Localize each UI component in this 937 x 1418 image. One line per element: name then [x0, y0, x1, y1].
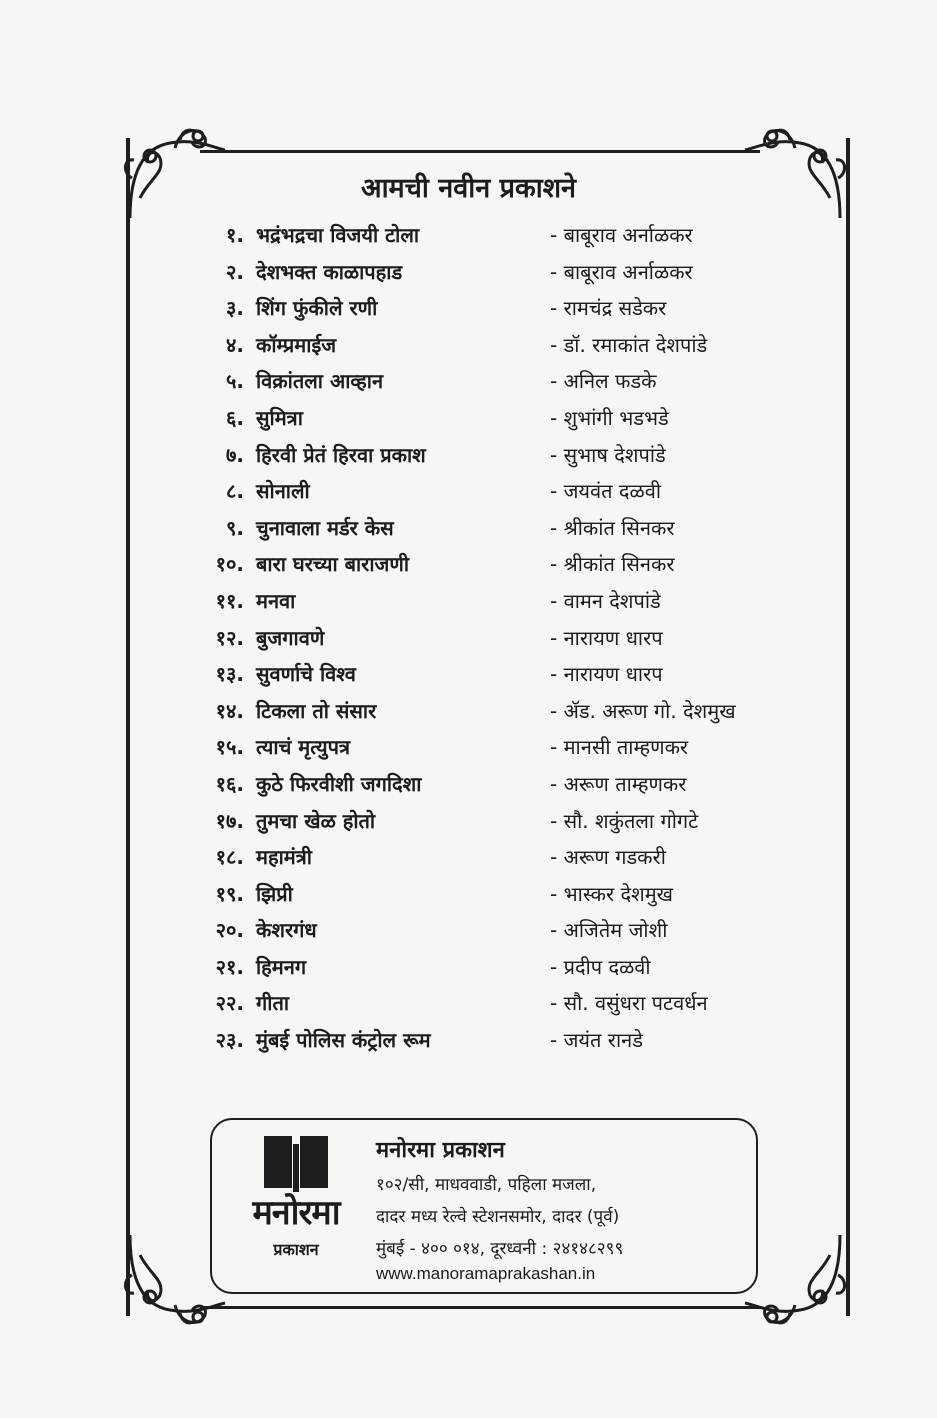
book-author: - प्रदीप दळवी [550, 954, 651, 979]
book-title: बुजगावणे [256, 625, 325, 650]
book-list [188, 220, 808, 1062]
book-number: ८. [226, 479, 244, 504]
book-title: चुनावाला मर्डर केस [256, 515, 394, 540]
book-author: - अजितेम जोशी [550, 918, 668, 943]
list-item [188, 842, 808, 879]
book-number: १. [226, 223, 244, 247]
list-item [188, 915, 808, 952]
book-number: १८. [215, 845, 244, 870]
book-author: - रामचंद्र सडेकर [550, 296, 667, 321]
book-title: केशरगंध [256, 918, 317, 943]
book-author: - नारायण धारप [550, 625, 663, 650]
publisher-address-line-2: दादर मध्य रेल्वे स्टेशनसमोर, दादर (पूर्व) [376, 1207, 620, 1227]
list-item [188, 403, 808, 440]
book-number: ५. [226, 369, 244, 394]
publisher-website-link[interactable]: www.manoramaprakashan.in [376, 1264, 596, 1283]
list-item [188, 1025, 808, 1062]
book-author: - जयंत रानडे [550, 1028, 643, 1053]
book-title: मुंबई पोलिस कंट्रोल रूम [256, 1028, 431, 1053]
book-title: शिंग फुंकीले रणी [256, 296, 378, 321]
book-author: - मानसी ताम्हणकर [550, 735, 689, 760]
book-author: - भास्कर देशमुख [550, 881, 674, 906]
book-title: हिरवी प्रेतं हिरवा प्रकाश [256, 442, 426, 467]
list-item [188, 732, 808, 769]
list-item [188, 257, 808, 294]
list-item [188, 696, 808, 733]
publisher-address-line-1: १०२/सी, माधववाडी, पहिला मजला, [376, 1175, 597, 1195]
book-title: भद्रंभद्रचा विजयी टोला [256, 223, 420, 247]
book-author: - सुभाष देशपांडे [550, 442, 666, 467]
book-number: १०. [215, 552, 244, 577]
book-title: कुठे फिरवीशी जगदिशा [256, 771, 422, 796]
list-item [188, 988, 808, 1025]
book-number: ७. [226, 442, 244, 467]
list-item [188, 366, 808, 403]
book-number: २२. [215, 991, 244, 1016]
book-author: - अनिल फडके [550, 369, 657, 394]
book-title: तुमचा खेळ होतो [256, 808, 376, 833]
border-bottom-line [200, 1306, 760, 1309]
book-title: टिकला तो संसार [256, 698, 377, 723]
book-author: - जयवंत दळवी [550, 479, 662, 504]
book-number: १२. [215, 625, 244, 650]
list-item [188, 659, 808, 696]
book-logo-icon [260, 1136, 332, 1192]
book-title: बारा घरच्या बाराजणी [256, 552, 410, 577]
book-number: २१. [215, 954, 244, 979]
book-number: १३. [215, 662, 244, 687]
book-title: विक्रांतला आव्हान [256, 369, 384, 394]
list-item [188, 586, 808, 623]
book-author: - अरूण ताम्हणकर [550, 771, 687, 796]
book-number: १५. [215, 735, 244, 760]
page-title: आमची नवीन प्रकाशने [360, 173, 577, 204]
list-item [188, 549, 808, 586]
book-author: - वामन देशपांडे [550, 588, 661, 613]
book-number: २. [226, 259, 244, 284]
publisher-box [210, 1118, 758, 1294]
publisher-name: मनोरमा प्रकाशन [376, 1138, 505, 1163]
book-author: - शुभांगी भडभडे [550, 405, 669, 430]
book-number: ३. [226, 296, 244, 321]
book-title: मनवा [256, 588, 296, 613]
book-author: - ॲड. अरूण गो. देशमुख [550, 698, 736, 723]
logo-wordmark: मनोरमा [252, 1193, 340, 1233]
list-item [188, 330, 808, 367]
book-author: - श्रीकांत सिनकर [550, 552, 675, 577]
book-title: कॉम्प्रमाईज [256, 332, 337, 357]
list-item [188, 476, 808, 513]
publisher-address-line-3: मुंबई - ४०० ०१४, दूरध्वनी : २४१४८२९९ [376, 1239, 624, 1259]
border-top-line [200, 150, 760, 153]
book-number: १७. [215, 808, 244, 833]
list-item [188, 623, 808, 660]
book-number: २३. [215, 1028, 244, 1053]
book-author: - अरूण गडकरी [550, 845, 666, 870]
list-item [188, 293, 808, 330]
list-item [188, 806, 808, 843]
book-number: ११. [215, 588, 244, 613]
book-author: - बाबूराव अर्नाळकर [550, 259, 693, 284]
book-author: - श्रीकांत सिनकर [550, 515, 675, 540]
book-author: - सौ. वसुंधरा पटवर्धन [550, 991, 708, 1016]
book-title: सोनाली [256, 479, 310, 504]
publisher-logo [230, 1136, 362, 1276]
book-title: देशभक्त काळापहाड [256, 259, 403, 284]
book-title: झिप्री [256, 881, 293, 906]
book-number: ६. [226, 405, 244, 430]
book-number: ९. [226, 515, 244, 540]
book-author: - डॉ. रमाकांत देशपांडे [550, 332, 708, 357]
book-number: १९. [215, 881, 244, 906]
book-title: महामंत्री [256, 845, 312, 870]
book-number: ४. [226, 332, 244, 357]
book-number: २०. [215, 918, 244, 943]
list-item [188, 513, 808, 550]
list-item [188, 952, 808, 989]
book-author: - बाबूराव अर्नाळकर [550, 223, 693, 247]
book-title: सुमित्रा [256, 405, 303, 430]
book-title: सुवर्णाचे विश्व [256, 662, 356, 687]
book-title: हिमनग [256, 954, 307, 979]
logo-subtitle: प्रकाशन [273, 1240, 319, 1259]
list-item [188, 440, 808, 477]
book-author: - सौ. शकुंतला गोगटे [550, 808, 699, 833]
book-author: - नारायण धारप [550, 662, 663, 687]
list-item [188, 220, 808, 257]
book-title: त्याचं मृत्युपत्र [256, 735, 351, 760]
list-item [188, 879, 808, 916]
book-title: गीता [256, 991, 290, 1016]
book-number: १४. [215, 698, 244, 723]
book-number: १६. [215, 771, 244, 796]
list-item [188, 769, 808, 806]
